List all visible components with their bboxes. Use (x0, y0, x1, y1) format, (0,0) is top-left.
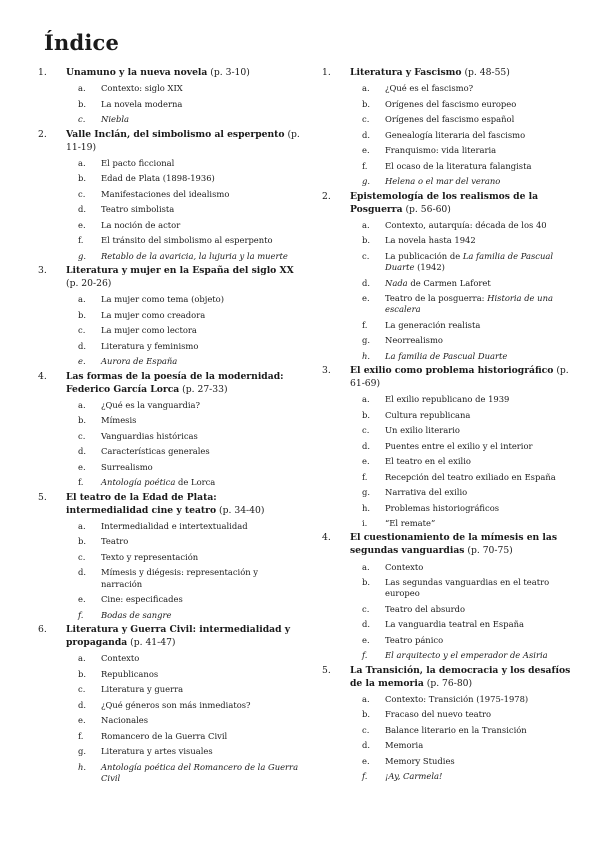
toc-item[interactable] (350, 293, 576, 315)
toc-item[interactable] (66, 173, 300, 184)
toc-item[interactable] (350, 709, 576, 720)
item-text: Teatro pánico (385, 634, 444, 645)
section-pages: (p. 56-60) (402, 203, 451, 215)
item-work-title: Antología poética (101, 477, 176, 488)
item-text: Orígenes del fascismo europeo (385, 98, 517, 109)
toc-item[interactable] (66, 684, 300, 695)
item-letter: g. (78, 746, 87, 756)
item-letter: b. (78, 536, 87, 547)
item-text: Teatro (101, 536, 129, 547)
item-letter: d. (78, 340, 87, 351)
item-letter: c. (78, 188, 86, 199)
item-text: El exilio republicano de 1939 (385, 394, 510, 405)
section-pages: (p. 41-47) (127, 636, 176, 648)
item-text: Problemas historiográficos (385, 502, 500, 513)
item-letter: e. (78, 715, 86, 725)
item-letter: a. (78, 653, 86, 663)
item-text-after: de Lorca (175, 477, 216, 488)
toc-section (322, 664, 576, 783)
toc-item[interactable] (66, 610, 300, 621)
item-letter: b. (362, 235, 371, 246)
toc-item[interactable] (350, 425, 576, 436)
toc-item[interactable] (350, 756, 576, 767)
item-letter: b. (78, 173, 87, 184)
item-letter: d. (78, 446, 87, 457)
item-letter: e. (78, 461, 86, 472)
toc-item[interactable] (350, 441, 576, 452)
item-text: Literatura y feminismo (101, 340, 199, 351)
item-letter: f. (362, 319, 368, 330)
item-text: Vanguardias históricas (101, 430, 198, 441)
toc-item[interactable] (66, 83, 300, 94)
item-text: El pacto ficcional (101, 157, 175, 168)
section-pages: (p. 11-19) (66, 128, 300, 153)
toc-item[interactable] (66, 521, 300, 532)
section-heading[interactable] (66, 491, 300, 517)
item-text: Aurora de España (101, 356, 178, 367)
item-letter: f. (362, 471, 368, 482)
item-text: Contexto, autarquía: década de los 40 (385, 219, 547, 230)
toc-item[interactable] (66, 446, 300, 457)
item-text: Retablo de la avaricia, la lujuria y la muerte (101, 250, 288, 261)
toc-item[interactable] (350, 562, 576, 573)
toc-item[interactable] (66, 653, 300, 664)
section-number: 3. (322, 364, 331, 376)
toc-item[interactable] (66, 235, 300, 246)
item-letter: b. (362, 709, 371, 720)
item-letter: b. (362, 98, 371, 109)
toc-item[interactable] (66, 99, 300, 110)
item-text: Teatro de la posguerra: (385, 293, 488, 303)
item-letter: e. (362, 293, 370, 303)
item-text: Teatro del absurdo (385, 603, 466, 614)
item-letter: e. (362, 634, 370, 645)
item-text: Surrealismo (101, 461, 153, 472)
item-text: Contexto: siglo XIX (101, 83, 183, 94)
toc-item[interactable] (66, 294, 300, 305)
item-letter: c. (362, 603, 370, 614)
toc-item[interactable] (66, 700, 300, 711)
item-letter: b. (78, 98, 87, 109)
toc-item[interactable] (66, 356, 300, 367)
section-number: 2. (38, 128, 47, 140)
item-letter: h. (362, 502, 371, 513)
item-text: Texto y representación (101, 551, 199, 562)
toc-item[interactable] (350, 487, 576, 498)
section-title: Literatura y mujer en la España del siglo XX (66, 265, 294, 276)
toc-item[interactable] (350, 220, 576, 231)
item-text: Memoria (385, 740, 424, 751)
toc-item[interactable] (350, 725, 576, 736)
item-text: Orígenes del fascismo español (385, 114, 515, 125)
item-letter: a. (78, 294, 86, 305)
item-work-title: La familia de Pascual Duarte (385, 250, 554, 272)
toc-item[interactable] (66, 594, 300, 605)
item-letter: f. (78, 730, 84, 741)
item-text: Bodas de sangre (101, 609, 172, 620)
section-number: 4. (38, 370, 47, 382)
item-text: Las segundas vanguardias en el teatro europeo (385, 577, 550, 599)
section-pages: (p. 61-69) (350, 364, 569, 389)
item-text: La novela hasta 1942 (385, 235, 476, 246)
section-number: 5. (322, 664, 331, 676)
toc-item[interactable] (350, 694, 576, 705)
toc-item[interactable] (66, 567, 300, 589)
item-letter: c. (78, 325, 86, 336)
toc-section (322, 66, 576, 188)
section-pages: (p. 34-40) (216, 504, 265, 516)
toc-item[interactable] (66, 158, 300, 169)
item-letter: c. (78, 684, 86, 694)
item-letter: d. (362, 129, 371, 140)
toc-section (38, 264, 300, 368)
item-text: Características generales (101, 446, 210, 457)
item-text: Manifestaciones del idealismo (101, 188, 230, 199)
item-text: Literatura y artes visuales (101, 746, 213, 756)
item-letter: c. (362, 114, 370, 125)
toc-item[interactable] (350, 176, 576, 187)
item-text: La publicación de (385, 250, 463, 261)
item-text: Contexto (385, 561, 424, 572)
item-letter: b. (78, 415, 87, 426)
item-text: El arquitecto y el emperador de Asiria (385, 650, 548, 661)
item-text: El tránsito del simbolismo al esperpento (101, 235, 273, 246)
toc-item[interactable] (66, 415, 300, 426)
toc-item[interactable] (350, 635, 576, 646)
toc-item[interactable] (350, 251, 576, 273)
toc-item[interactable] (66, 341, 300, 352)
toc-item[interactable] (66, 310, 300, 321)
item-letter: d. (362, 440, 371, 451)
toc-item[interactable] (66, 462, 300, 473)
section-heading[interactable] (350, 531, 576, 557)
item-letter: c. (78, 430, 86, 441)
item-text: El ocaso de la literatura falangista (385, 160, 532, 171)
toc-item[interactable] (66, 477, 300, 488)
section-title: La Transición, la democracia y los desafíos de la memoria (350, 664, 571, 689)
section-title: Literatura y Guerra Civil: intermedialidad y propaganda (66, 623, 291, 648)
toc-item[interactable] (350, 472, 576, 483)
item-letter: d. (362, 277, 371, 288)
toc-item[interactable] (66, 114, 300, 125)
item-letter: e. (78, 594, 86, 604)
item-text: ¿Qué es la vanguardia? (101, 399, 201, 410)
toc-item[interactable] (350, 577, 576, 599)
item-text: ¡Ay, Carmela! (385, 771, 443, 782)
item-letter: a. (78, 83, 86, 94)
item-text: Edad de Plata (1898-1936) (101, 173, 215, 184)
item-text: Antología poética del Romancero de la Guerra Civil (101, 761, 299, 783)
toc-section (38, 128, 300, 263)
toc-section (322, 364, 576, 530)
toc-section (38, 370, 300, 489)
toc-item[interactable] (350, 740, 576, 751)
item-letter: f. (362, 160, 368, 171)
item-text: Recepción del teatro exiliado en España (385, 471, 556, 482)
item-letter: d. (362, 740, 371, 751)
item-text: “El remate” (385, 518, 436, 529)
item-text: Memory Studies (385, 755, 455, 766)
toc-section (38, 66, 300, 126)
item-text: Republicanos (101, 668, 159, 679)
toc-item[interactable] (66, 552, 300, 563)
item-text: Franquismo: vida literaria (385, 145, 497, 156)
item-text: Mímesis y diégesis: representación y narración (101, 567, 259, 589)
item-text: Intermedialidad e intertextualidad (101, 520, 248, 531)
toc-section (38, 623, 300, 784)
item-letter: e. (362, 456, 370, 467)
toc-item[interactable] (350, 320, 576, 331)
section-pages: (p. 27-33) (179, 383, 228, 395)
toc-item[interactable] (350, 335, 576, 346)
section-title: Unamuno y la nueva novela (66, 67, 208, 78)
item-text: Nacionales (101, 715, 149, 725)
section-title: Las formas de la poesía de la modernidad: Federico García Lorca (66, 370, 284, 395)
toc-item[interactable] (66, 220, 300, 231)
section-number: 6. (38, 623, 47, 635)
item-letter: a. (78, 520, 86, 531)
item-text: La mujer como creadora (101, 309, 206, 320)
item-letter: f. (362, 650, 368, 661)
item-text: Puentes entre el exilio y el interior (385, 440, 533, 451)
section-pages: (p. 3-10) (207, 67, 250, 78)
item-letter: c. (362, 250, 370, 261)
item-text: La novela moderna (101, 98, 183, 109)
toc-item[interactable] (66, 762, 300, 784)
section-heading[interactable] (66, 66, 300, 79)
item-letter: a. (78, 157, 86, 168)
left-column (38, 66, 300, 786)
toc-item[interactable] (350, 114, 576, 125)
item-text: Teatro simbolista (101, 204, 175, 215)
item-letter: h. (78, 761, 87, 772)
toc-item[interactable] (350, 351, 576, 362)
toc-item[interactable] (350, 771, 576, 782)
item-text: Narrativa del exilio (385, 487, 468, 498)
section-heading[interactable] (350, 664, 576, 690)
item-text: La noción de actor (101, 219, 181, 230)
right-column (322, 66, 576, 785)
item-letter: g. (78, 250, 87, 261)
item-text: Fracaso del nuevo teatro (385, 709, 492, 720)
item-letter: b. (362, 577, 371, 588)
toc-item[interactable] (350, 650, 576, 661)
section-pages: (p. 70-75) (464, 545, 513, 557)
item-letter: i. (362, 518, 368, 529)
item-letter: c. (362, 425, 370, 436)
item-text: La mujer como lectora (101, 325, 197, 336)
toc-item[interactable] (66, 731, 300, 742)
item-text: Un exilio literario (385, 425, 460, 436)
section-heading[interactable] (66, 264, 300, 290)
item-text: Cultura republicana (385, 409, 471, 420)
section-number: 1. (38, 67, 47, 78)
item-text: Literatura y guerra (101, 684, 184, 694)
section-number: 4. (322, 532, 331, 544)
section-heading[interactable] (350, 190, 576, 216)
toc-item[interactable] (350, 619, 576, 630)
toc-item[interactable] (66, 400, 300, 411)
item-letter: f. (78, 609, 84, 620)
item-letter: g. (362, 176, 371, 187)
section-title: Valle Inclán, del simbolismo al esperpento (66, 128, 285, 140)
item-letter: b. (78, 309, 87, 320)
section-heading[interactable] (66, 128, 300, 154)
toc-item[interactable] (350, 394, 576, 405)
item-letter: e. (78, 219, 86, 230)
item-text: Contexto: Transición (1975-1978) (385, 693, 529, 704)
item-letter: c. (78, 551, 86, 562)
section-title: Literatura y Fascismo (350, 67, 462, 78)
toc-item[interactable] (350, 410, 576, 421)
toc-item[interactable] (66, 189, 300, 200)
item-text: Romancero de la Guerra Civil (101, 730, 228, 741)
toc-item[interactable] (66, 669, 300, 680)
item-letter: f. (362, 771, 368, 782)
toc-item[interactable] (66, 204, 300, 215)
toc-item[interactable] (350, 83, 576, 94)
toc-item[interactable] (350, 604, 576, 615)
item-letter: g. (362, 335, 371, 346)
section-title: El exilio como problema historiográfico (350, 364, 554, 376)
toc-item[interactable] (66, 536, 300, 547)
item-letter: a. (78, 399, 86, 410)
item-work-title: Historia de una escalera (385, 293, 553, 315)
toc-item[interactable] (66, 715, 300, 726)
item-text: Neorrealismo (385, 335, 443, 346)
section-heading[interactable] (350, 364, 576, 390)
item-text-after: (1942) (414, 262, 445, 272)
section-number: 1. (322, 67, 331, 78)
section-number: 5. (38, 491, 47, 503)
item-letter: e. (78, 356, 86, 367)
item-text-after: de Carmen Laforet (407, 277, 491, 288)
toc-item[interactable] (66, 431, 300, 442)
item-text: Balance literario en la Transición (385, 724, 527, 735)
item-letter: a. (362, 561, 370, 572)
item-letter: d. (78, 204, 87, 215)
toc-item[interactable] (350, 518, 576, 529)
toc-item[interactable] (66, 251, 300, 262)
section-heading[interactable] (66, 623, 300, 649)
item-letter: h. (362, 350, 371, 361)
item-letter: d. (78, 567, 87, 578)
item-letter: b. (78, 668, 87, 679)
item-letter: c. (78, 114, 86, 125)
section-number: 2. (322, 190, 331, 202)
toc-item[interactable] (350, 99, 576, 110)
section-pages: (p. 48-55) (461, 67, 510, 78)
section-pages: (p. 20-26) (66, 278, 112, 289)
section-heading[interactable] (350, 66, 576, 79)
toc-section (38, 491, 300, 621)
item-letter: d. (362, 619, 371, 630)
toc-section (322, 190, 576, 362)
section-title: El cuestionamiento de la mímesis en las segundas vanguardias (350, 532, 558, 557)
item-letter: a. (362, 83, 370, 94)
item-letter: g. (362, 487, 371, 498)
toc-item[interactable] (350, 145, 576, 156)
item-letter: f. (78, 477, 84, 488)
item-letter: d. (78, 699, 87, 710)
toc-item[interactable] (66, 325, 300, 336)
item-letter: c. (362, 724, 370, 735)
page-title: Índice (44, 30, 120, 55)
section-title: El teatro de la Edad de Plata: intermedialidad cine y teatro (66, 491, 217, 516)
item-text: La vanguardia teatral en España (385, 619, 524, 630)
section-title: Epistemología de los realismos de la Posguerra (350, 190, 539, 215)
item-letter: a. (362, 219, 370, 230)
item-letter: b. (362, 409, 371, 420)
item-letter: f. (78, 235, 84, 246)
item-text: ¿Qué géneros son más inmediatos? (101, 699, 251, 710)
toc-item[interactable] (350, 130, 576, 141)
item-text: La generación realista (385, 319, 481, 330)
section-heading[interactable] (66, 370, 300, 396)
item-work-title: Nada (385, 277, 408, 288)
toc-item[interactable] (350, 503, 576, 514)
toc-item[interactable] (350, 161, 576, 172)
item-text: Cine: especificades (101, 594, 183, 604)
item-letter: a. (362, 394, 370, 405)
section-number: 3. (38, 265, 47, 276)
item-text: Niebla (101, 114, 129, 125)
item-text: La mujer como tema (objeto) (101, 294, 224, 305)
item-text: Mímesis (101, 415, 137, 426)
item-text: Contexto (101, 653, 140, 663)
item-letter: a. (362, 693, 370, 704)
item-text: ¿Qué es el fascismo? (385, 83, 474, 94)
toc-section (322, 531, 576, 661)
item-letter: e. (362, 145, 370, 156)
section-pages: (p. 76-80) (423, 677, 473, 689)
item-text: Genealogía literaria del fascismo (385, 129, 526, 140)
item-letter: e. (362, 755, 370, 766)
item-text: Helena o el mar del verano (385, 176, 501, 187)
item-text: La familia de Pascual Duarte (385, 350, 508, 361)
toc-item[interactable] (66, 746, 300, 757)
toc-item[interactable] (350, 456, 576, 467)
toc-item[interactable] (350, 235, 576, 246)
item-text: El teatro en el exilio (385, 456, 471, 467)
toc-item[interactable] (350, 278, 576, 289)
